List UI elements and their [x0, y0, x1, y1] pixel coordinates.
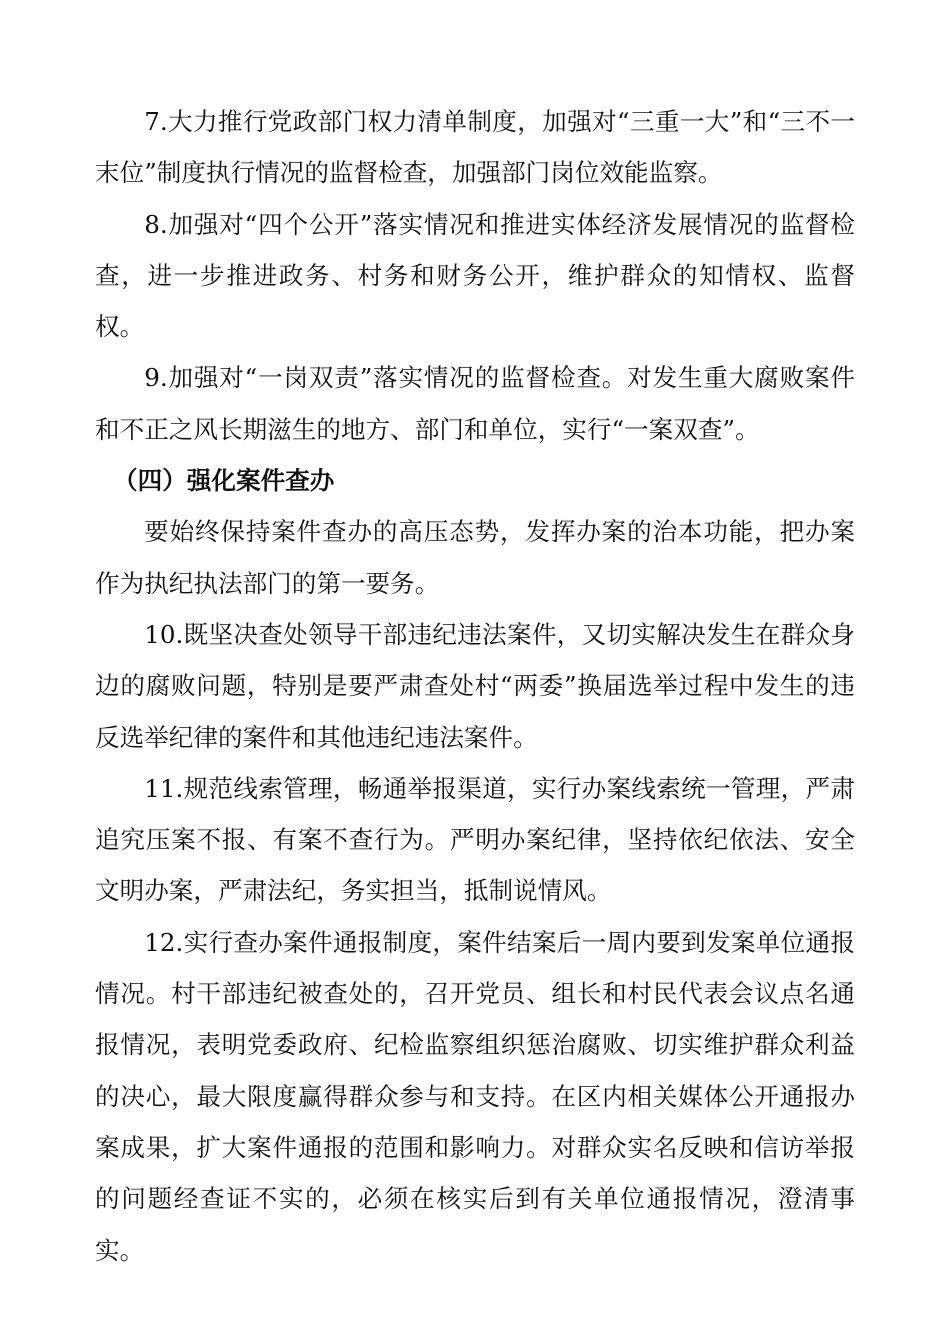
paragraph-item-8: 8.加强对“四个公开”落实情况和推进实体经济发展情况的监督检查，进一步推进政务、村务和财务公开，维护群众的知情权、监督权。	[95, 209, 855, 342]
document-body	[95, 96, 855, 1276]
paragraph-item-9: 9.加强对“一岗双责”落实情况的监督检查。对发生重大腐败案件和不正之风长期滋生的地方、部门和单位，实行“一案双查”。	[95, 363, 855, 444]
paragraph-item-7: 7.大力推行党政部门权力清单制度，加强对“三重一大”和“三不一末位”制度执行情况的监督检查，加强部门岗位效能监察。	[95, 107, 855, 188]
paragraph-item-12: 12.实行查办案件通报制度，案件结案后一周内要到发案单位通报情况。村干部违纪被查处的，召开党员、组长和村民代表会议点名通报情况，表明党委政府、纪检监察组织惩治腐败、切实维护群众利益的决心，最大限度赢得群众参与和支持。在区内相关媒体公开通报办案成果，扩大案件通报的范围和影响力。对群众实名反映和信访举报的问题经查证不实的，必须在核实后到有关单位通报情况，澄清事实。	[95, 927, 855, 1265]
paragraph-item-10: 10.既坚决查处领导干部违纪违法案件，又切实解决发生在群众身边的腐败问题，特别是要严肃查处村“两委”换届选举过程中发生的违反选举纪律的案件和其他违纪违法案件。	[95, 619, 855, 752]
section-intro-paragraph: 要始终保持案件查办的高压态势，发挥办案的治本功能，把办案作为执纪执法部门的第一要务。	[95, 517, 855, 598]
section-heading: （四）强化案件查办	[113, 466, 335, 496]
paragraph-item-11: 11.规范线索管理，畅通举报渠道，实行办案线索统一管理，严肃追究压案不报、有案不查行为。严明办案纪律，坚持依纪依法、安全文明办案，严肃法纪，务实担当，抵制说情风。	[95, 773, 855, 906]
